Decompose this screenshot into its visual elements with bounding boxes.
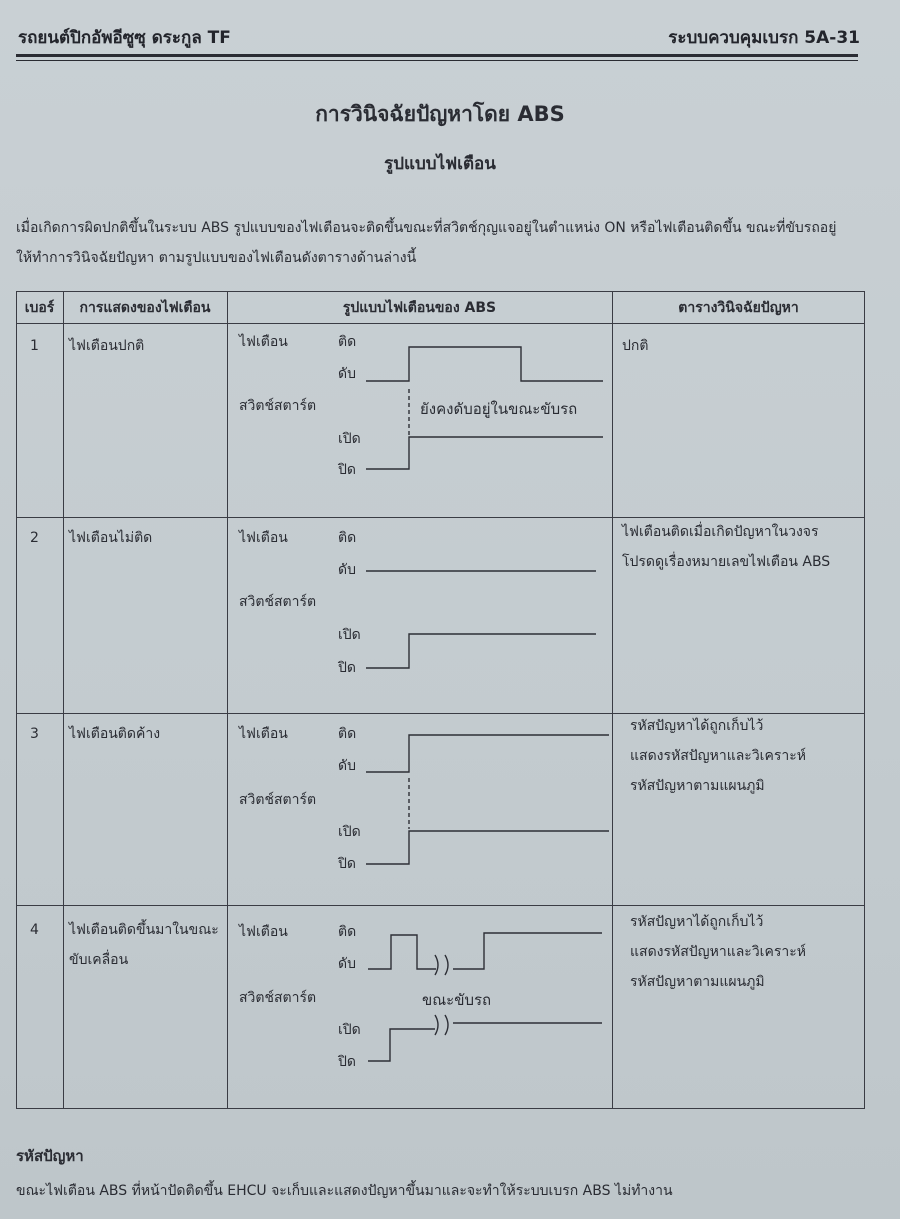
running-header-left: รถยนต์ปิกอัพอีซูซุ ดระกูล TF (18, 28, 231, 48)
switch-off-label: ปิด (338, 856, 356, 872)
col-divider (227, 291, 228, 1109)
row-display: ไฟเตือนไม่ติด (69, 530, 153, 546)
lamp-on-label: ติด (338, 726, 357, 742)
lamp-on-label: ติด (338, 924, 357, 940)
lamp-off-label: ดับ (338, 956, 356, 972)
lamp-label: ไฟเตือน (239, 726, 288, 742)
lamp-off-label: ดับ (338, 366, 356, 382)
row-annotation: ขณะขับรถ (422, 991, 492, 1009)
switch-on-label: เปิด (338, 627, 361, 643)
lamp-on-label: ติด (338, 530, 357, 546)
col-divider (63, 291, 64, 1109)
switch-on-label: เปิด (338, 1022, 361, 1038)
row-display: ไฟเตือนปกติ (69, 338, 145, 354)
row-divider (16, 905, 865, 906)
switch-label: สวิตช์สตาร์ต (239, 398, 317, 414)
row-number: 1 (30, 338, 39, 354)
row-number: 3 (30, 726, 39, 742)
intro-line: เมื่อเกิดการผิดปกติขึ้นในระบบ ABS รูปแบบของไฟเตือนจะติดขึ้นขณะที่สวิตช์กุญแจอยู่ในตำแหน่ง ON หรือไฟเตือนติดขึ้น ขณะที่ขับรถอยู่ (16, 220, 837, 236)
section-title: รหัสปัญหา (16, 1147, 84, 1165)
header-rule-thin (16, 60, 858, 61)
switch-off-label: ปิด (338, 1054, 356, 1070)
switch-label: สวิตช์สตาร์ต (239, 792, 317, 808)
switch-label: สวิตช์สตาร์ต (239, 990, 317, 1006)
row-display: ไฟเตือนติดค้าง (69, 726, 161, 742)
header-no: เบอร์ (24, 300, 55, 316)
row-number: 4 (30, 922, 39, 938)
running-header-right: ระบบควบคุมเบรก 5A-31 (668, 28, 860, 48)
lamp-off-label: ดับ (338, 758, 356, 774)
lamp-on-label: ติด (338, 334, 357, 350)
lamp-label: ไฟเตือน (239, 334, 288, 350)
lamp-waveform (356, 537, 606, 677)
lamp-waveform (356, 733, 616, 873)
lamp-waveform (356, 341, 606, 481)
lamp-label: ไฟเตือน (239, 924, 288, 940)
warning-pattern-table (16, 291, 865, 1109)
page-title: การวินิจฉัยปัญหาโดย ABS (315, 102, 565, 126)
row-diagnosis: รหัสปัญหาได้ถูกเก็บไว้ แสดงรหัสปัญหาและวิเคราะห์ รหัสปัญหาตามแผนภูมิ (630, 718, 806, 794)
lamp-off-label: ดับ (338, 562, 356, 578)
header-pattern: รูปแบบไฟเตือนของ ABS (342, 300, 497, 316)
row-diagnosis: ไฟเตือนติดเมื่อเกิดปัญหาในวงจร โปรดดูเรื่องหมายเลขไฟเตือน ABS (622, 524, 831, 570)
page-subtitle: รูปแบบไฟเตือน (384, 154, 496, 174)
lamp-label: ไฟเตือน (239, 530, 288, 546)
intro-paragraph (16, 213, 866, 273)
header-display: การแสดงของไฟเตือน (79, 300, 211, 316)
section-body: ขณะไฟเตือน ABS ที่หน้าปัดติดขึ้น EHCU จะเก็บและแสดงปัญหาขึ้นมาและจะทำให้ระบบเบรก ABS ไม่ทำงาน (16, 1183, 673, 1199)
row-display: ไฟเตือนติดขึ้นมาในขณะ ขับเคลื่อน (69, 922, 219, 968)
switch-off-label: ปิด (338, 660, 356, 676)
row-diagnosis: รหัสปัญหาได้ถูกเก็บไว้ แสดงรหัสปัญหาและวิเคราะห์ รหัสปัญหาตามแผนภูมิ (630, 914, 806, 990)
switch-off-label: ปิด (338, 462, 356, 478)
switch-on-label: เปิด (338, 431, 361, 447)
header-diagnosis: ตารางวินิจฉัยปัญหา (678, 300, 799, 316)
switch-label: สวิตช์สตาร์ต (239, 594, 317, 610)
intro-line: ให้ทำการวินิจฉัยปัญหา ตามรูปแบบของไฟเตือนดังตารางด้านล่างนี้ (16, 250, 417, 266)
switch-on-label: เปิด (338, 824, 361, 840)
lamp-waveform (356, 931, 616, 1071)
row-number: 2 (30, 530, 39, 546)
row-annotation: ยังคงดับอยู่ในขณะขับรถ (420, 400, 578, 418)
header-divider (16, 323, 865, 324)
row-diagnosis: ปกติ (622, 338, 649, 354)
header-rule (16, 54, 858, 57)
